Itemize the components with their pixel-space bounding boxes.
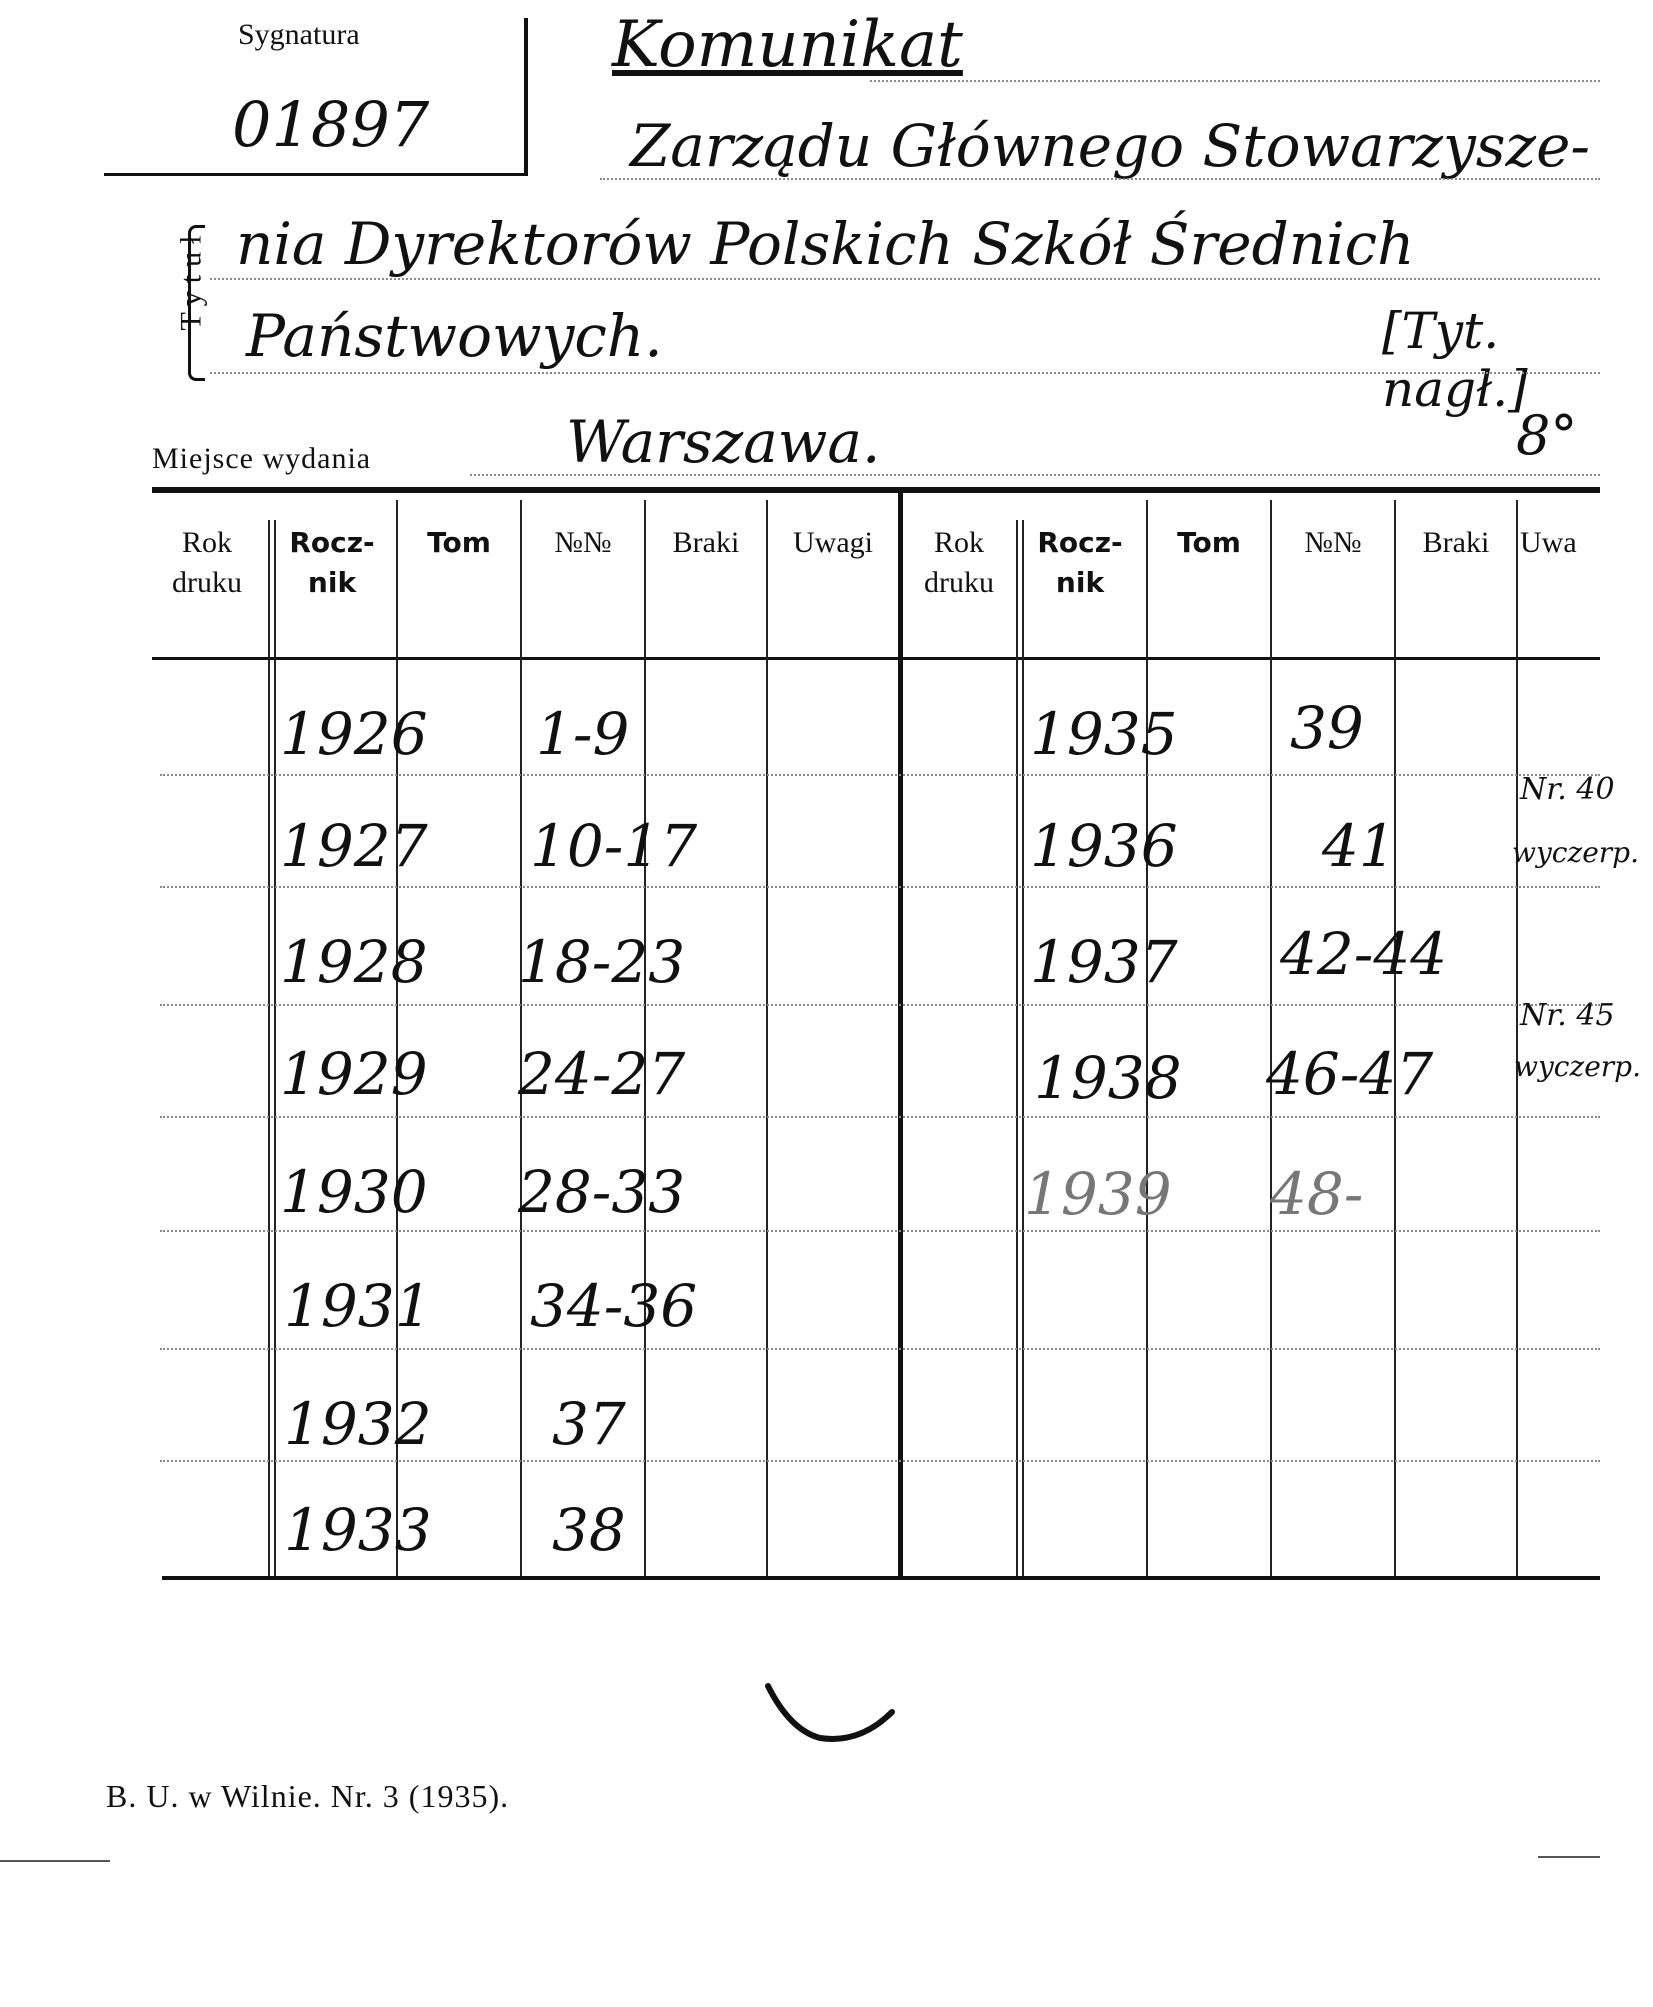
row-dots-2 bbox=[160, 886, 1600, 888]
right-note-1-line2: wyczerp. bbox=[1512, 836, 1639, 869]
col-line-10 bbox=[1516, 500, 1518, 1576]
col-line-7 bbox=[1146, 500, 1148, 1576]
left-numery-5: 28-33 bbox=[518, 1158, 686, 1226]
header-uwagi-left: Uwagi bbox=[793, 526, 873, 559]
left-rocznik-3: 1928 bbox=[280, 928, 428, 996]
signature-divider bbox=[524, 18, 528, 176]
col-line-5 bbox=[766, 500, 768, 1576]
place-dots bbox=[470, 474, 1600, 476]
row-dots-7 bbox=[160, 1460, 1600, 1462]
header-rok-druku-right: Rok druku bbox=[924, 526, 994, 599]
left-numery-2: 10-17 bbox=[530, 812, 698, 880]
table-bottom-rule bbox=[162, 1576, 1600, 1580]
right-note-2-line2: wyczerp. bbox=[1514, 1050, 1641, 1083]
row-dots-5 bbox=[160, 1230, 1600, 1232]
right-note-1-line1: Nr. 40 bbox=[1520, 772, 1615, 807]
left-rocznik-2: 1927 bbox=[280, 812, 428, 880]
title-dots-2 bbox=[600, 178, 1600, 180]
right-rocznik-1: 1935 bbox=[1030, 700, 1178, 768]
table-header-rule bbox=[152, 657, 1600, 660]
title-line-2: Zarządu Głównego Stowarzysze- bbox=[630, 112, 1591, 180]
right-numery-1: 39 bbox=[1290, 694, 1364, 762]
right-numery-3: 42-44 bbox=[1280, 920, 1448, 988]
edge-mark-left bbox=[0, 1860, 110, 1862]
signature-label: Sygnatura bbox=[238, 18, 360, 51]
header-uwagi-right: Uwa bbox=[1520, 526, 1577, 559]
col-line-8 bbox=[1270, 500, 1272, 1576]
right-rocznik-4: 1938 bbox=[1034, 1044, 1182, 1112]
title-bracket bbox=[188, 225, 205, 381]
title-dots-3 bbox=[210, 278, 1600, 280]
left-rocznik-7: 1932 bbox=[284, 1390, 432, 1458]
left-numery-6: 34-36 bbox=[530, 1272, 698, 1340]
edge-mark-right bbox=[1538, 1856, 1600, 1858]
title-label: Tytuł bbox=[174, 227, 208, 331]
left-rocznik-6: 1931 bbox=[284, 1272, 432, 1340]
right-numery-4: 46-47 bbox=[1266, 1040, 1434, 1108]
right-numery-5: 48- bbox=[1270, 1160, 1364, 1228]
row-dots-1 bbox=[160, 774, 1600, 776]
right-rocznik-3: 1937 bbox=[1030, 928, 1178, 996]
format-value: 8° bbox=[1516, 404, 1578, 467]
left-numery-1: 1-9 bbox=[536, 700, 630, 768]
row-dots-3 bbox=[160, 1004, 1600, 1006]
row-dots-4 bbox=[160, 1116, 1600, 1118]
title-line-3: nia Dyrektorów Polskich Szkół Średnich bbox=[236, 210, 1415, 278]
row-dots-6 bbox=[160, 1348, 1600, 1350]
title-line-1: Komunikat bbox=[612, 8, 963, 82]
left-numery-4: 24-27 bbox=[518, 1040, 686, 1108]
col-line-1a bbox=[268, 520, 270, 1576]
ink-mark bbox=[760, 1680, 900, 1760]
table-top-rule bbox=[152, 487, 1600, 493]
signature-underline bbox=[104, 173, 524, 176]
title-dots-4 bbox=[210, 372, 1600, 374]
header-numery-left: №№ bbox=[554, 526, 612, 559]
header-rocznik-left: Rocz-nik bbox=[289, 526, 375, 599]
signature-value: 01897 bbox=[232, 88, 430, 161]
place-label: Miejsce wydania bbox=[152, 442, 372, 475]
left-numery-8: 38 bbox=[552, 1496, 626, 1564]
left-rocznik-4: 1929 bbox=[280, 1040, 428, 1108]
header-rocznik-right: Rocz-nik bbox=[1037, 526, 1123, 599]
left-numery-3: 18-23 bbox=[518, 928, 686, 996]
header-tom-right: Tom bbox=[1177, 526, 1241, 559]
left-numery-7: 37 bbox=[552, 1390, 626, 1458]
left-rocznik-5: 1930 bbox=[280, 1158, 428, 1226]
col-line-6b bbox=[1022, 520, 1024, 1576]
header-tom-left: Tom bbox=[427, 526, 491, 559]
header-braki-right: Braki bbox=[1422, 526, 1490, 559]
col-line-1b bbox=[274, 520, 276, 1576]
col-line-6a bbox=[1016, 520, 1018, 1576]
right-numery-2: 41 bbox=[1322, 812, 1396, 880]
col-line-3 bbox=[520, 500, 522, 1576]
col-line-4 bbox=[644, 500, 646, 1576]
col-line-mid bbox=[898, 493, 903, 1576]
header-rok-druku-left: Rok druku bbox=[172, 526, 242, 599]
left-rocznik-8: 1933 bbox=[284, 1496, 432, 1564]
left-rocznik-1: 1926 bbox=[280, 700, 428, 768]
header-numery-right: №№ bbox=[1304, 526, 1362, 559]
title-dots-1 bbox=[870, 80, 1600, 82]
place-value: Warszawa. bbox=[566, 408, 881, 476]
right-note-2-line1: Nr. 45 bbox=[1520, 998, 1615, 1033]
title-line-4: Państwowych. bbox=[246, 302, 663, 370]
title-note: [Tyt. nagł.] bbox=[1382, 302, 1528, 418]
footer-text: B. U. w Wilnie. Nr. 3 (1935). bbox=[106, 1778, 510, 1814]
header-braki-left: Braki bbox=[672, 526, 740, 559]
right-rocznik-2: 1936 bbox=[1030, 812, 1178, 880]
right-rocznik-5: 1939 bbox=[1024, 1160, 1172, 1228]
col-line-9 bbox=[1394, 500, 1396, 1576]
